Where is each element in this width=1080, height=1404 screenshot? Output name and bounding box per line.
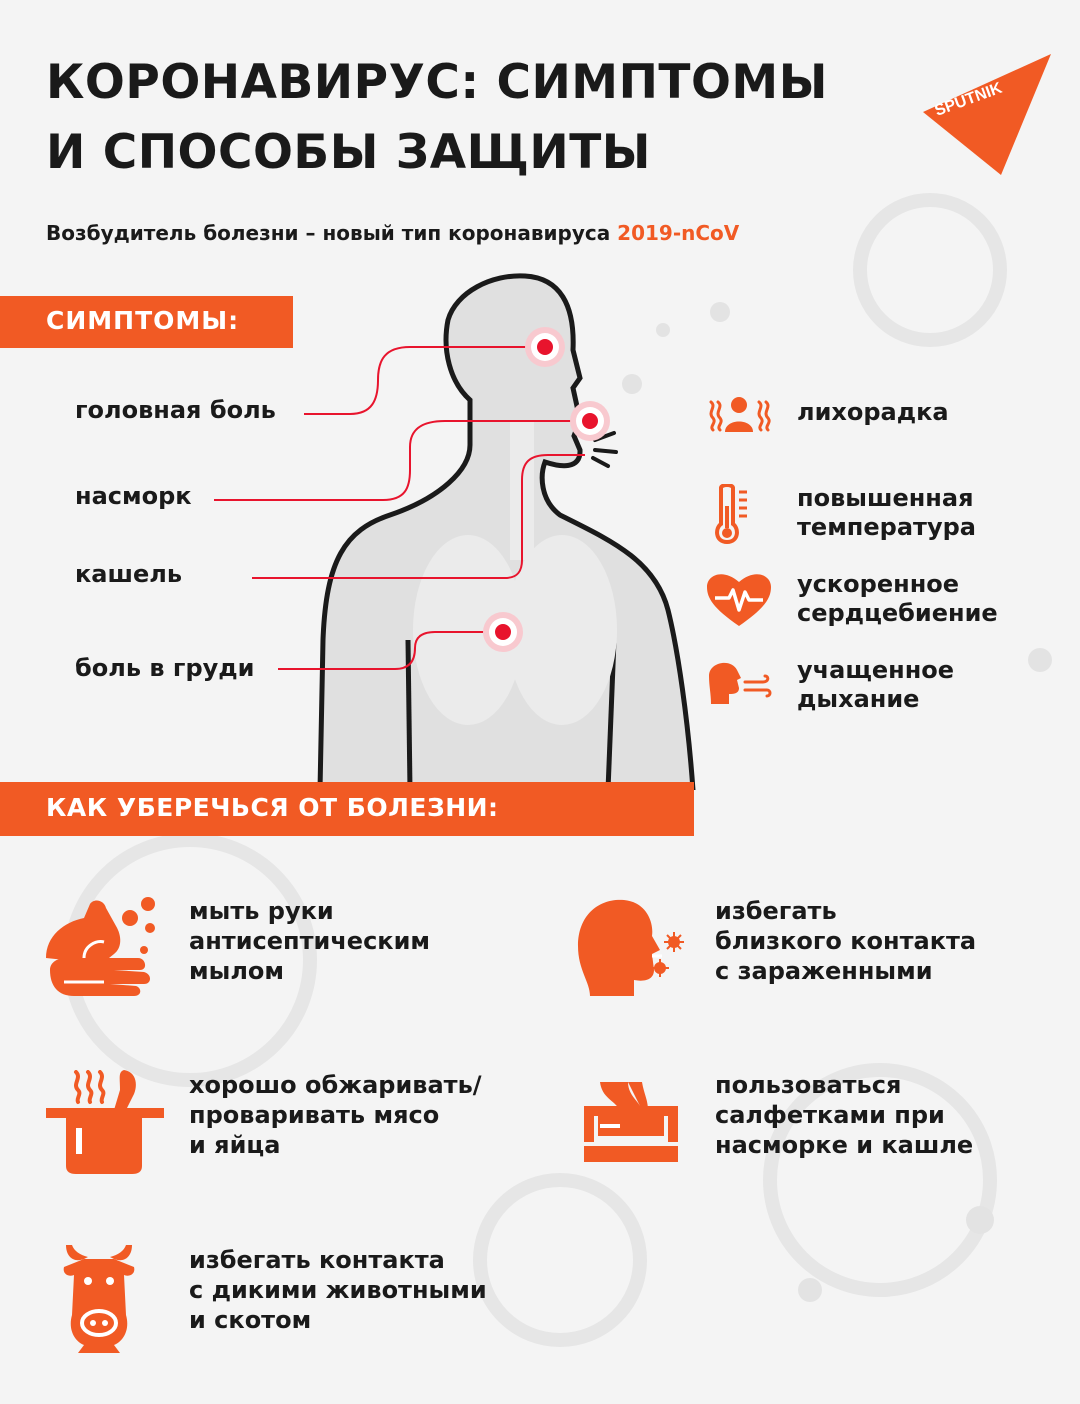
washing-hands-icon bbox=[44, 896, 164, 1006]
tip-animals-line2: с дикими животными bbox=[189, 1276, 487, 1304]
tip-animals-line1: избегать контакта bbox=[189, 1246, 445, 1274]
symptom-heartbeat-line2: сердцебиение bbox=[797, 599, 998, 627]
heartbeat-icon bbox=[705, 570, 773, 630]
cow-icon bbox=[44, 1245, 164, 1355]
symptom-rapid-breathing bbox=[705, 656, 1075, 726]
symptom-breathing-line2: дыхание bbox=[797, 685, 920, 713]
subtitle: Возбудитель болезни – новый тип коронавируса 2019-nCoV bbox=[46, 221, 740, 245]
sneezing-head-icon bbox=[570, 896, 690, 1006]
tip-contact-line3: с зараженными bbox=[715, 957, 933, 985]
symptom-fever-line1: лихорадка bbox=[797, 398, 949, 426]
breathing-icon bbox=[705, 656, 773, 716]
fever-person-icon bbox=[705, 396, 773, 456]
symptoms-header: СИМПТОМЫ: bbox=[0, 296, 293, 348]
marker-chest bbox=[483, 612, 523, 652]
protection-header: КАК УБЕРЕЧЬСЯ ОТ БОЛЕЗНИ: bbox=[0, 782, 694, 836]
tip-contact-line2: близкого контакта bbox=[715, 927, 977, 955]
symptom-high-temperature bbox=[705, 484, 1075, 554]
tip-wash-line3: мылом bbox=[189, 957, 285, 985]
virus-code: 2019-nCoV bbox=[617, 221, 740, 245]
page-title: КОРОНАВИРУС: СИМПТОМЫ И СПОСОБЫ ЗАЩИТЫ bbox=[46, 55, 828, 180]
marker-nose bbox=[570, 401, 610, 441]
symptom-rapid-heartbeat bbox=[705, 570, 1075, 640]
symptom-cough: кашель bbox=[75, 560, 183, 588]
symptom-headache: головная боль bbox=[75, 396, 276, 424]
body-silhouette bbox=[320, 276, 693, 790]
symptom-chest-pain: боль в груди bbox=[75, 654, 255, 682]
cooking-pot-icon bbox=[44, 1070, 164, 1180]
logo-text: SPUTNIK bbox=[932, 79, 1005, 120]
thermometer-icon bbox=[705, 484, 773, 544]
tip-contact-line1: избегать bbox=[715, 897, 837, 925]
symptom-runny-nose: насморк bbox=[75, 482, 192, 510]
symptom-temperature-line2: температура bbox=[797, 513, 976, 541]
symptom-breathing-line1: учащенное bbox=[797, 656, 955, 684]
symptom-heartbeat-line1: ускоренное bbox=[797, 570, 960, 598]
tip-cook-line1: хорошо обжаривать/ bbox=[189, 1071, 482, 1099]
tip-cook-line2: проваривать мясо bbox=[189, 1101, 440, 1129]
tip-tissues-line3: насморке и кашле bbox=[715, 1131, 974, 1159]
tip-cook-line3: и яйца bbox=[189, 1131, 281, 1159]
marker-head bbox=[525, 327, 565, 367]
tissue-box-icon bbox=[570, 1070, 690, 1180]
tip-wash-line2: антисептическим bbox=[189, 927, 431, 955]
symptom-temperature-line1: повышенная bbox=[797, 484, 974, 512]
tip-tissues-line2: салфетками при bbox=[715, 1101, 945, 1129]
symptom-fever bbox=[705, 396, 1075, 466]
tip-animals-line3: и скотом bbox=[189, 1306, 312, 1334]
tip-wash-line1: мыть руки bbox=[189, 897, 334, 925]
tip-tissues-line1: пользоваться bbox=[715, 1071, 902, 1099]
